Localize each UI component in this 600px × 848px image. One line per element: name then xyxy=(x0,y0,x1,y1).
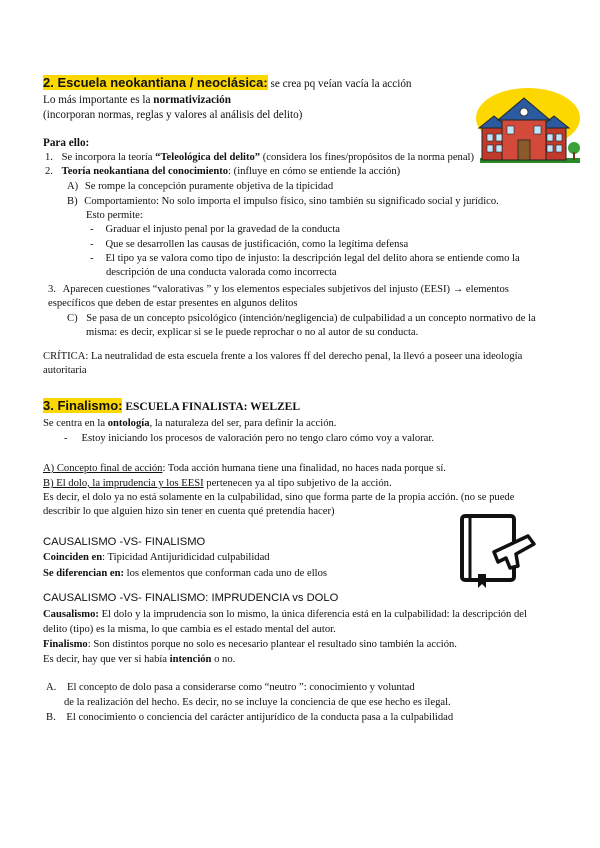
item-c xyxy=(67,312,536,325)
normas-line: (incorporan normas, reglas y valores al análisis del delito) xyxy=(43,109,303,121)
section-2-title: 2. Escuela neokantiana / neoclásica: xyxy=(43,75,268,90)
intencion-line xyxy=(43,653,235,666)
para-ello-label: Para ello: xyxy=(43,137,90,149)
section-3-heading xyxy=(43,397,300,416)
text-span: Se incorpora la teoría xyxy=(61,152,156,163)
section-3-subtitle: ESCUELA FINALISTA: WELZEL xyxy=(122,401,301,413)
section-2-heading xyxy=(43,74,412,91)
causalismo-line-cont: delito (tipo) es la misma, lo que cambia es el estado mental del autor. xyxy=(43,624,336,635)
list-letter: C) xyxy=(67,313,78,324)
text-span: Que se desarrollen las causas de justificación, como la legítima defensa xyxy=(105,239,409,250)
text-span: Estoy iniciando los procesos de valoración pero no tengo claro cómo voy a valorar. xyxy=(81,433,434,444)
text-underlined: B) El dolo, la imprudencia y los EESI xyxy=(43,478,204,489)
list-item-2 xyxy=(45,165,400,178)
text-span: los elementos que conforman cada uno de ellos xyxy=(124,568,327,579)
text-span: Comportamiento: No solo importa el impulso físico, sino también su significado social y jurídico. xyxy=(84,196,499,207)
critica-line: CRÍTICA: La neutralidad de esta escuela frente a los valores ff del derecho penal, la llevó a poseer una ideología xyxy=(43,351,523,362)
text-span: Lo más importante es la xyxy=(43,94,154,106)
text-bold: Teoría neokantiana del conocimiento xyxy=(61,166,229,177)
text-bold: Causalismo: xyxy=(43,609,99,620)
cvi-heading: CAUSALISMO -VS- FINALISMO: IMPRUDENCIA vs DOLO xyxy=(43,592,339,604)
text-span: Aparecen cuestiones “valorativas ” y los elementos especiales subjetivos del injusto (EESI) → elementos xyxy=(62,284,509,295)
es-decir-line: Es decir, el dolo ya no está solamente en la culpabilidad, sino que forma parte de la propia acción. (no se puede xyxy=(43,492,515,503)
list-item-3-cont: específicos que deben de estar presentes en algunos delitos xyxy=(48,298,298,309)
text-span: , la naturaleza del ser, para definir la acción. xyxy=(149,418,337,429)
item-A-cont: de la realización del hecho. Es decir, no se incluye la conciencia de que ese hecho es ilegal. xyxy=(64,697,451,708)
section-2-subtitle: se crea pq veían vacía la acción xyxy=(267,78,412,90)
list-item-3 xyxy=(48,283,509,296)
section-3-title: 3. Finalismo: xyxy=(43,398,123,413)
text-span: El conocimiento o conciencia del carácter antijurídico de la conducta pasa a la culpabilidad xyxy=(66,712,454,723)
list-number: 2. xyxy=(45,166,53,177)
list-number: 3. xyxy=(48,284,56,295)
text-span: : (influye en cómo se entiende la acción) xyxy=(228,166,401,177)
diferencian-line xyxy=(43,567,327,580)
text-span: Se pasa de un concepto psicológico (intención/negligencia) de culpabilidad a un concepto normativo de la xyxy=(86,313,536,324)
text-bold: Se diferencian en: xyxy=(43,568,125,579)
text-bold: “Teleológica del delito” xyxy=(155,152,261,163)
critica-line-cont: autoritaria xyxy=(43,365,87,376)
ontologia-line xyxy=(43,417,336,430)
text-underlined: A) Concepto final de acción xyxy=(43,463,163,474)
text-bold: ontología xyxy=(107,418,150,429)
item-B xyxy=(46,711,453,724)
book-gun-icon xyxy=(460,514,536,590)
text-span: o no. xyxy=(211,654,236,665)
coinciden-line xyxy=(43,551,270,564)
text-bold: Coinciden en xyxy=(43,552,103,563)
list-number: 1. xyxy=(45,152,53,163)
list-item-1 xyxy=(45,151,474,164)
text-span: El dolo y la imprudencia son lo mismo, la única diferencia está en la culpabilidad: la descripción del xyxy=(98,609,527,620)
item-A xyxy=(46,681,415,694)
dolo-line xyxy=(43,477,392,490)
text-span: : Toda acción humana tiene una finalidad, no haces nada porque sí. xyxy=(162,463,446,474)
text-span: (considera los fines/propósitos de la norma penal) xyxy=(260,152,474,163)
causalismo-line xyxy=(43,608,527,621)
normativizacion-line xyxy=(43,93,231,107)
item-c-cont: misma: es decir, explicar si se le puede reprochar o no al autor de su conducta. xyxy=(86,327,419,338)
dash-item-3-cont: descripción de una conducta valorada como incorrecta xyxy=(106,267,337,278)
text-span: El tipo ya se valora como tipo de injusto: la descripción legal del delito ahora se entiende como la xyxy=(105,253,520,264)
esto-permite: Esto permite: xyxy=(86,210,143,221)
cvf-heading: CAUSALISMO -VS- FINALISMO xyxy=(43,536,206,548)
dash-item-1: - Graduar el injusto penal por la gravedad de la conducta xyxy=(90,224,340,235)
text-span: pertenecen ya al tipo subjetivo de la acción. xyxy=(203,478,392,489)
text-bold: Finalismo xyxy=(43,639,88,650)
list-letter: A) xyxy=(67,181,79,192)
text-span: : Son distintos porque no solo es necesario plantear el resultado sino también la acción. xyxy=(87,639,457,650)
text-span: Se rompe la concepción puramente objetiva de la tipicidad xyxy=(84,181,334,192)
list-letter: B. xyxy=(46,712,56,723)
item-b xyxy=(67,195,499,208)
finalismo-line xyxy=(43,638,457,651)
text-span: El concepto de dolo pasa a considerarse como “neutro ”: conocimiento y voluntad xyxy=(66,682,415,693)
text-span: Es decir, hay que ver si había xyxy=(43,654,170,665)
dash-item-3: - El tipo ya se valora como tipo de injusto: la descripción legal del delito ahora se entiende como la xyxy=(90,253,520,264)
text-bold: intención xyxy=(169,654,212,665)
school-building-icon xyxy=(462,86,582,166)
text-span: Graduar el injusto penal por la gravedad de la conducta xyxy=(105,224,340,235)
list-letter: A. xyxy=(46,682,57,693)
text-span: : Tipicidad Antijuridicidad culpabilidad xyxy=(102,552,270,563)
dash-item-2: - Que se desarrollen las causas de justificación, como la legítima defensa xyxy=(90,239,409,250)
list-letter: B) xyxy=(67,196,78,207)
item-a xyxy=(67,180,333,193)
text-bold: normativización xyxy=(153,94,231,106)
text-span: Se centra en la xyxy=(43,418,108,429)
concepto-final-line xyxy=(43,462,446,475)
dash-item-valoracion: - Estoy iniciando los procesos de valoración pero no tengo claro cómo voy a valorar. xyxy=(64,433,434,444)
es-decir-line-cont: describir lo que alguien hizo sin tener en cuenta qué pretendía hacer) xyxy=(43,506,335,517)
